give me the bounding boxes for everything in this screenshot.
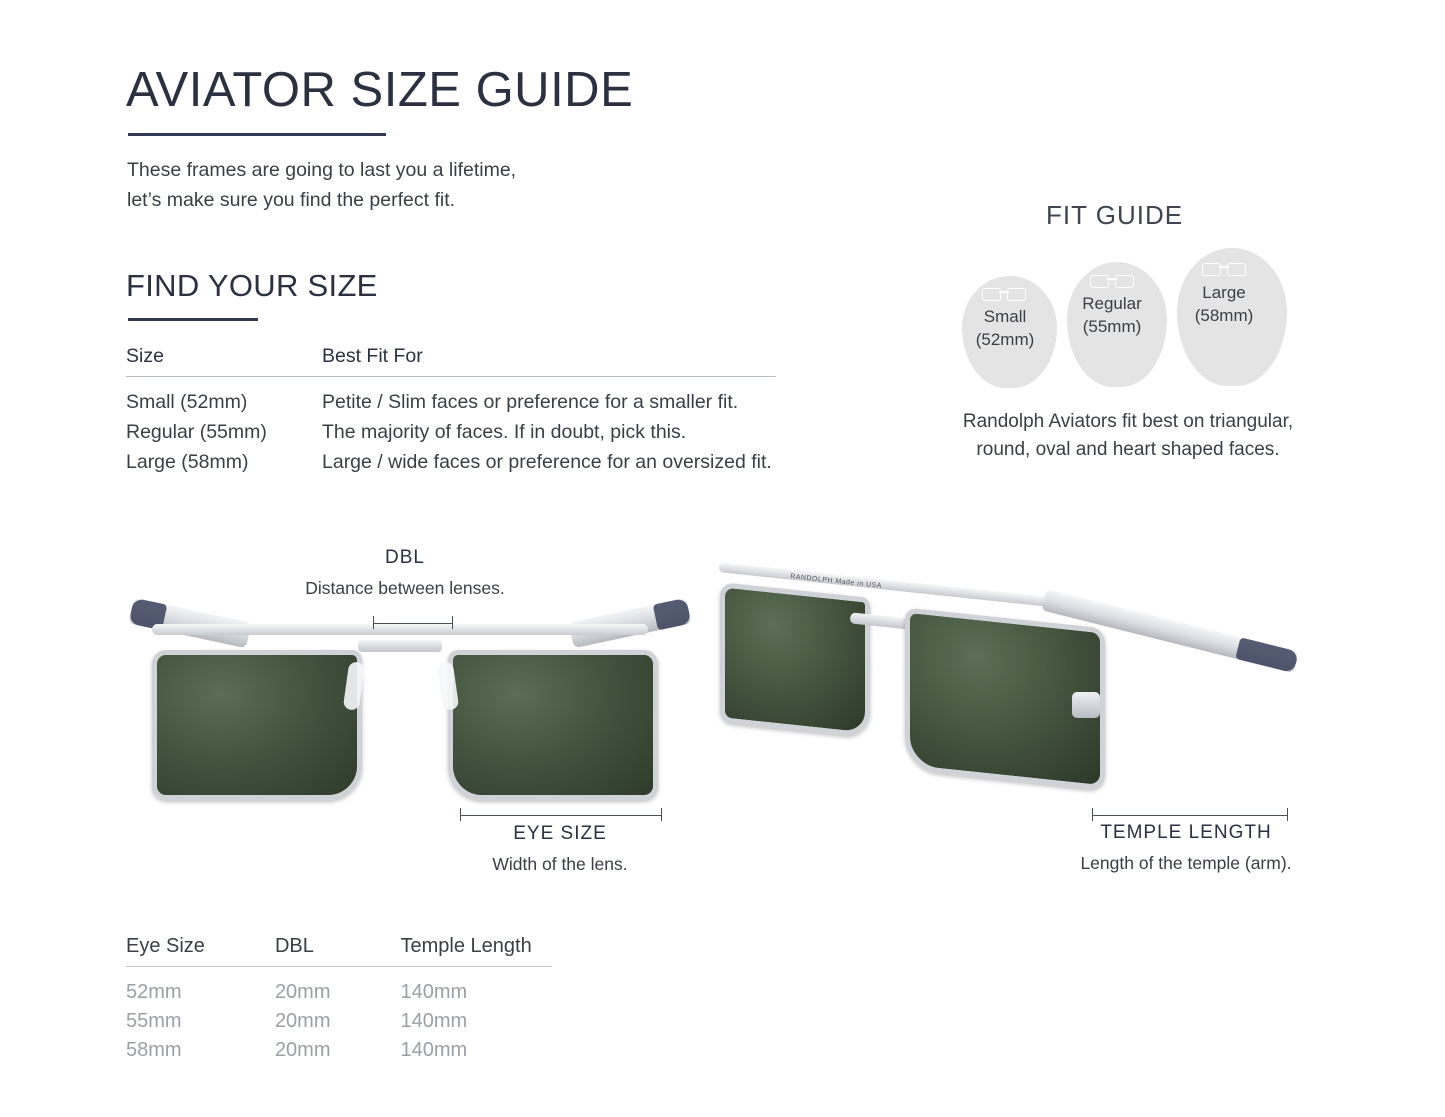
spec-dbl: 20mm: [274, 1039, 331, 1061]
table-row: [126, 446, 776, 476]
spec-eye-size: 52mm: [126, 981, 182, 1003]
face-label-regular-size: (55mm): [1082, 317, 1142, 336]
title-divider: [128, 133, 386, 136]
table-row: [126, 1035, 552, 1064]
size-description: Large / wide faces or preference for an oversized fit.: [322, 451, 772, 473]
spec-column-dbl: DBL: [275, 935, 401, 967]
intro-line-2: let’s make sure you find the perfect fit.: [127, 189, 456, 211]
eye-size-title: EYE SIZE: [513, 823, 607, 844]
spec-header-row: [126, 935, 552, 967]
temple-left: [129, 598, 252, 648]
spec-dbl: 20mm: [274, 1010, 331, 1032]
face-label-large-name: Large: [1202, 283, 1246, 302]
spec-column-temple-length: Temple Length: [401, 935, 552, 967]
spec-dbl: 20mm: [274, 981, 331, 1003]
size-label: Regular (55mm): [126, 421, 267, 443]
temple-length-measure-bar: [1092, 808, 1288, 821]
face-label-small-size: (52mm): [975, 330, 1035, 349]
column-header-size: Size: [126, 345, 322, 377]
table-header-row: [126, 345, 776, 377]
size-label: Small (52mm): [126, 391, 248, 413]
spec-temple-length: 140mm: [400, 981, 468, 1003]
intro-text: [127, 155, 516, 215]
nose-bridge: [358, 640, 442, 652]
lens-right: [448, 650, 658, 800]
eye-size-measure-bar: [460, 808, 662, 821]
face-label-large-size: (58mm): [1194, 306, 1254, 325]
glasses-icon-small: [982, 288, 1026, 300]
size-description: The majority of faces. If in doubt, pick this.: [322, 421, 687, 443]
angled-lens-far: [720, 582, 870, 738]
glasses-icon-large: [1202, 263, 1246, 275]
dbl-description: Distance between lenses.: [305, 578, 505, 598]
find-your-size-title: FIND YOUR SIZE: [126, 268, 378, 303]
fit-note-line-2: round, oval and heart shaped faces.: [976, 439, 1280, 460]
specification-table: [126, 935, 552, 1064]
face-label-regular: [1052, 292, 1172, 338]
face-label-small: [945, 305, 1065, 351]
dbl-measure-bar: [373, 616, 453, 629]
temple-right: [569, 598, 692, 648]
find-your-size-divider: [128, 318, 258, 321]
table-row: [126, 416, 776, 446]
eye-size-description: Width of the lens.: [492, 854, 628, 874]
size-table: [126, 345, 776, 476]
dbl-title: DBL: [385, 547, 425, 568]
fit-guide-note: [938, 408, 1318, 464]
spec-eye-size: 58mm: [126, 1039, 182, 1061]
column-header-best-fit: Best Fit For: [322, 345, 776, 377]
sunglasses-front-view: [130, 570, 690, 810]
page-title: AVIATOR SIZE GUIDE: [126, 63, 634, 117]
spec-eye-size: 55mm: [126, 1010, 182, 1032]
size-label: Large (58mm): [126, 451, 249, 473]
fit-note-line-1: Randolph Aviators fit best on triangular,: [962, 411, 1294, 432]
intro-line-1: These frames are going to last you a lifetime,: [127, 159, 517, 181]
spec-temple-length: 140mm: [400, 1010, 468, 1032]
table-row: [126, 1006, 552, 1035]
fit-guide-title: FIT GUIDE: [1046, 200, 1184, 230]
glasses-icon-regular: [1090, 275, 1134, 287]
face-label-large: [1164, 281, 1284, 327]
temple-length-description: Length of the temple (arm).: [1080, 853, 1292, 873]
spec-temple-length: 140mm: [400, 1039, 468, 1061]
table-row: [126, 377, 776, 417]
face-label-regular-name: Regular: [1082, 294, 1142, 313]
angled-temple-tip: [1235, 637, 1299, 673]
face-label-small-name: Small: [983, 307, 1027, 326]
lens-left: [152, 650, 362, 800]
sunglasses-angled-view: [710, 560, 1330, 820]
measurement-diagram: [0, 520, 1445, 900]
frame-engraving: RANDOLPH Made in USA: [789, 573, 883, 590]
hinge: [1072, 692, 1100, 718]
temple-length-title: TEMPLE LENGTH: [1100, 822, 1272, 843]
table-row: [126, 967, 552, 1007]
temple-tip-right: [653, 598, 692, 631]
size-description: Petite / Slim faces or preference for a smaller fit.: [322, 391, 739, 413]
spec-column-eye-size: Eye Size: [126, 935, 275, 967]
